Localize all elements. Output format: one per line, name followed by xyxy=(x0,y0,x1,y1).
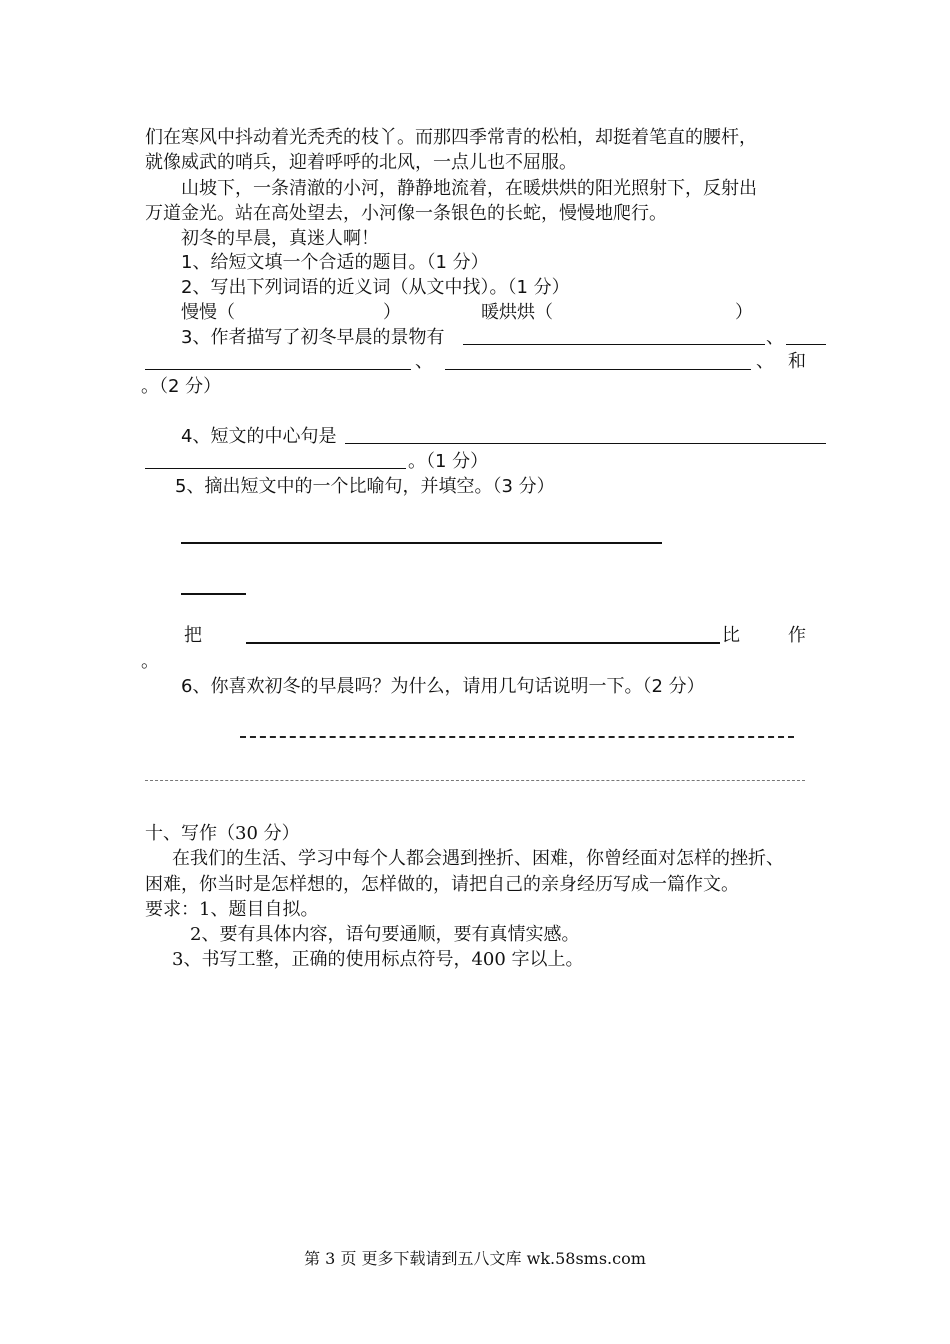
q5-ba-blank[interactable] xyxy=(246,642,720,644)
writing-prompt-2: 困难，你当时是怎样想的，怎样做的，请把自己的亲身经历写成一篇作文。 xyxy=(145,874,739,895)
writing-requirement-1: 要求：1、题目自拟。 xyxy=(145,899,319,920)
writing-requirement-2: 2、要有具体内容，语句要通顺，要有真情实感。 xyxy=(190,924,580,945)
q5-ba: 把 xyxy=(184,625,202,646)
q2-word-2-close: ） xyxy=(735,302,753,323)
passage-line-5: 初冬的早晨，真迷人啊！ xyxy=(181,228,379,249)
q3-blank-3[interactable] xyxy=(445,369,751,370)
passage-line-1: 们在寒风中抖动着光秃秃的枝丫。而那四季常青的松柏，却挺着笔直的腰杆， xyxy=(145,127,757,148)
q3-end: 。（2 分） xyxy=(141,376,222,397)
question-5: 5、摘出短文中的一个比喻句，并填空。（3 分） xyxy=(175,476,555,497)
q3-sep-3: 、 xyxy=(756,351,774,372)
question-2: 2、写出下列词语的近义词（从文中找）。（1 分） xyxy=(181,277,570,298)
q3-blank-2b[interactable] xyxy=(145,369,411,370)
q5-bi: 比 xyxy=(722,625,740,646)
question-1: 1、给短文填一个合适的题目。（1 分） xyxy=(181,252,489,273)
q4-end: 。（1 分） xyxy=(408,451,489,472)
q3-sep-1: 、 xyxy=(766,327,784,348)
question-3: 3、作者描写了初冬早晨的景物有 xyxy=(181,327,445,348)
writing-requirement-3: 3、书写工整，正确的使用标点符号，400 字以上。 xyxy=(172,949,584,970)
q3-blank-2a[interactable] xyxy=(786,344,826,345)
q4-blank-2[interactable] xyxy=(145,468,406,469)
passage-line-4: 万道金光。站在高处望去，小河像一条银色的长蛇，慢慢地爬行。 xyxy=(145,203,667,224)
q3-blank-1[interactable] xyxy=(463,344,765,345)
q3-and: 和 xyxy=(788,351,806,372)
q5-end: 。 xyxy=(141,651,159,672)
q6-answer-line-2[interactable] xyxy=(145,780,805,781)
question-4: 4、短文的中心句是 xyxy=(181,426,337,447)
question-6: 6、你喜欢初冬的早晨吗？为什么，请用几句话说明一下。（2 分） xyxy=(181,676,705,697)
q4-blank-1[interactable] xyxy=(345,443,826,444)
q2-word-1-label: 慢慢（ xyxy=(181,302,235,323)
passage-line-3: 山坡下，一条清澈的小河，静静地流着，在暖烘烘的阳光照射下，反射出 xyxy=(181,178,757,199)
passage-line-2: 就像威武的哨兵，迎着呼呼的北风，一点儿也不屈服。 xyxy=(145,152,577,173)
q6-answer-line-1[interactable] xyxy=(240,736,794,738)
page-footer: 第 3 页 更多下载请到五八文库 wk.58sms.com xyxy=(304,1249,646,1268)
writing-prompt-1: 在我们的生活、学习中每个人都会遇到挫折、困难，你曾经面对怎样的挫折、 xyxy=(172,848,784,869)
q5-zuo: 作 xyxy=(788,625,806,646)
q5-sentence-blank-2[interactable] xyxy=(181,593,246,595)
q5-sentence-blank[interactable] xyxy=(181,542,662,544)
q2-word-1-close: ） xyxy=(383,302,401,323)
q2-word-2-label: 暖烘烘（ xyxy=(481,302,553,323)
writing-title: 十、写作（30 分） xyxy=(145,823,300,844)
q3-sep-2: 、 xyxy=(415,351,433,372)
